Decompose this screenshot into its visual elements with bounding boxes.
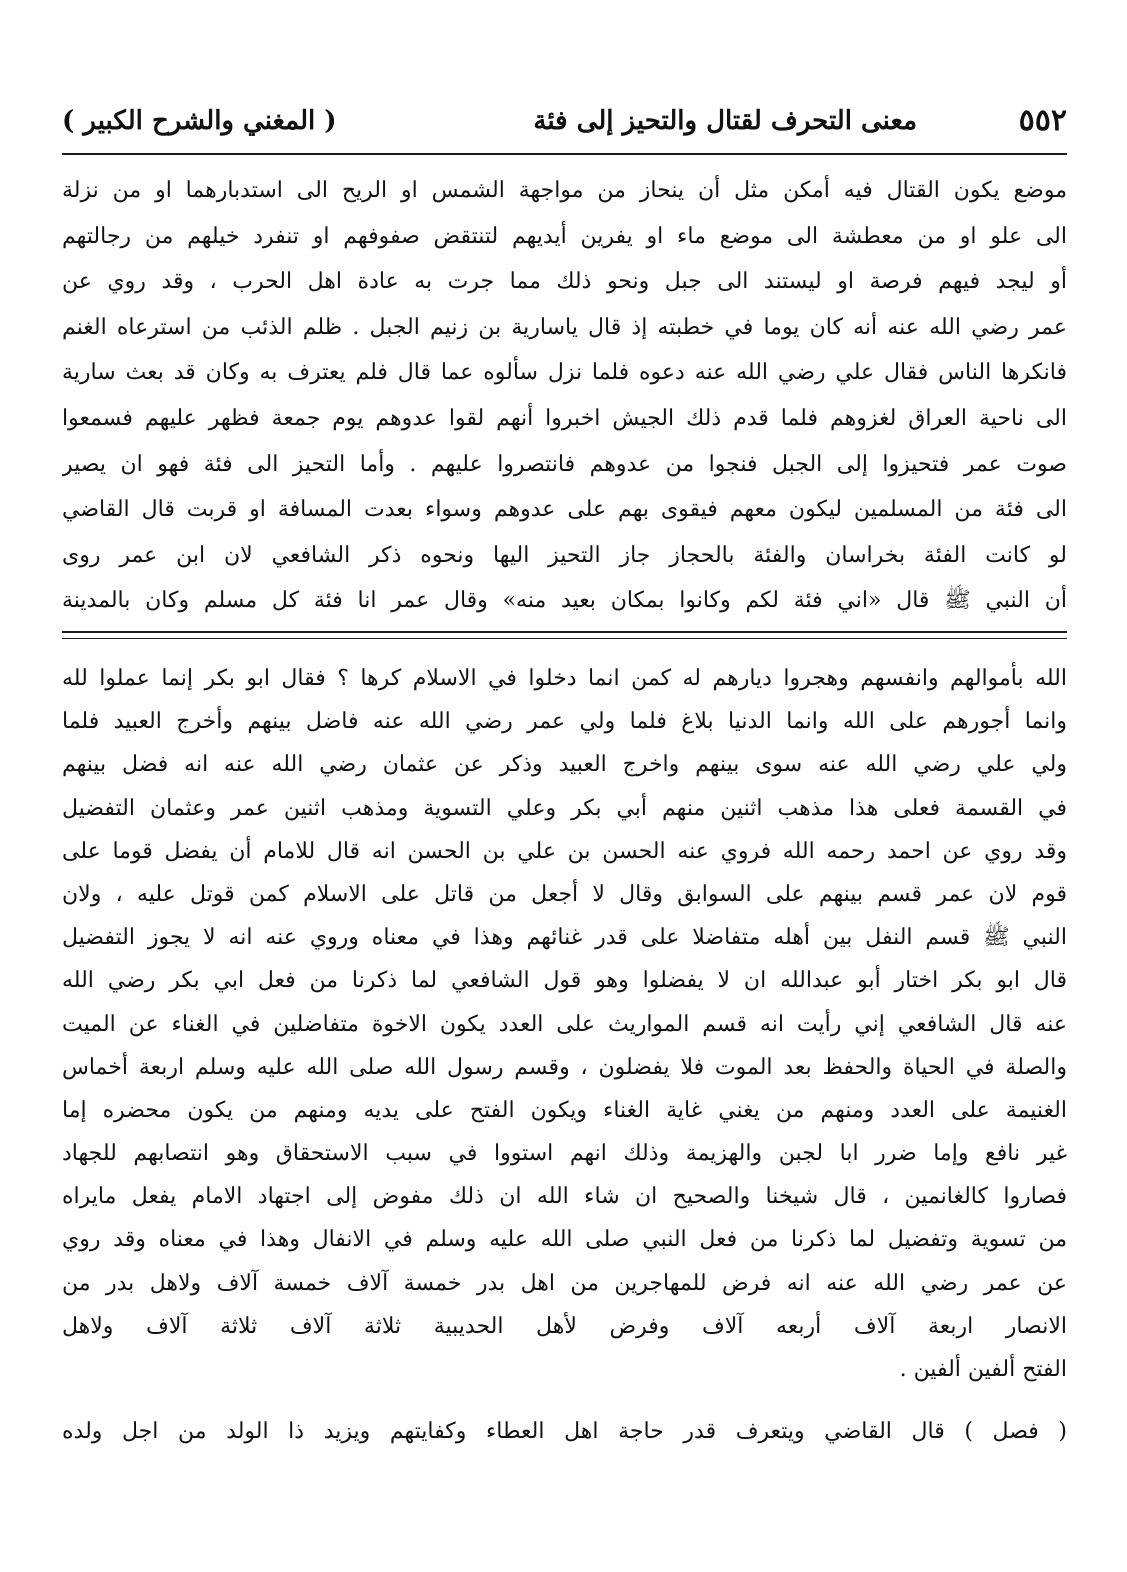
fasl-line: ( فصل ) قال القاضي ويتعرف قدر حاجة اهل العطاء وكفايتهم ويزيد ذا الولد من اجل ولده bbox=[62, 1419, 1067, 1444]
text-line: فانكرها الناس فقال علي رضي الله عنه دعوه فلما نزل سألوه عما قال فلم يعترف به وكان قد بعث سارية bbox=[62, 360, 1067, 386]
text-line: الى ناحية العراق لغزوهم فلما قدم ذلك الجيش اخبروا أنهم لقوا عدوهم يوم جمعة فظهر عليهم فسمعوا bbox=[62, 405, 1067, 431]
header-rule bbox=[62, 153, 1067, 155]
text-line: الغنيمة على العدد ومنهم من يغني غاية الغناء ويكون الفتح على يديه ومنهم من يكون محضره إما bbox=[62, 1097, 1067, 1123]
text-line: من تسوية وتفضيل لما ذكرنا من فعل النبي صلى الله عليه وسلم في الانفال وهذا في معناه وقد روي bbox=[62, 1227, 1067, 1253]
text-line: وقد روي عن احمد رحمه الله فروي عنه الحسن بن علي بن الحسن انه قال للامام أن يفضل قوما على bbox=[62, 838, 1067, 864]
text-line: الله بأموالهم وانفسهم وهجروا ديارهم له كمن انما دخلوا في الاسلام كرها ؟ فقال ابو بكر إنما عملوا لله bbox=[62, 666, 1067, 691]
text-line: ولي علي رضي الله عنه سوى بينهم واخرج العبيد وذكر عن عثمان رضي الله عنه انه فضل بينهم bbox=[62, 752, 1067, 778]
lower-text-block bbox=[62, 657, 1067, 1391]
text-line: لو كانت الفئة بخراسان والفئة بالحجاز جاز التحيز اليها ونحوه ذكر الشافعي لان ابن عمر روى bbox=[62, 542, 1067, 568]
fasl-section bbox=[62, 1410, 1067, 1454]
section-divider-thin bbox=[62, 638, 1067, 639]
book-title: ( المغني والشرح الكبير ) bbox=[62, 106, 337, 136]
text-line: أو ليجد فيهم فرصة او ليستند الى جبل ونحو ذلك مما جرت به عادة اهل الحرب ، وقد روي عن bbox=[62, 269, 1067, 295]
text-line: الفتح ألفين ألفين . bbox=[899, 1357, 1067, 1382]
text-line: فصاروا كالغانمين ، قال شيخنا والصحيح ان شاء الله ان ذلك مفوض إلى اجتهاد الامام يفعل مايراه bbox=[62, 1184, 1067, 1210]
text-line: والصلة في الحياة والحفظ بعد الموت فلا يفضلون ، وقسم رسول الله صلى الله عليه وسلم اربعة أخماس bbox=[62, 1054, 1067, 1080]
text-line: في القسمة فعلى هذا مذهب اثنين منهم أبي بكر وعلي التسوية ومذهب اثنين عمر وعثمان التفضيل bbox=[62, 795, 1067, 821]
text-line: غير نافع وإما ضرر ابا لجبن والهزيمة وذلك انهم استووا في سبب الاستحقاق وهو انتصابهم للجهاد bbox=[62, 1141, 1067, 1167]
upper-text-block bbox=[62, 168, 1067, 624]
text-line: وانما أجورهم على الله وانما الدنيا بلاغ فلما ولي عمر رضي الله عنه فاضل بينهم وأخرج العبيد فلما bbox=[62, 709, 1067, 735]
page-header bbox=[62, 98, 1067, 144]
text-line: الانصار اربعة آلاف أربعه آلاف وفرض لأهل الحديبية ثلاثة آلاف ثلاثة آلاف ولاهل bbox=[62, 1313, 1067, 1339]
text-line: الى علو او من معطشة الى موضع ماء او يفرين أيديهم لتنتقض صفوفهم او تنفرد خيلهم من رجالتهم bbox=[62, 223, 1067, 249]
section-divider bbox=[62, 631, 1067, 633]
text-line: النبي ﷺ قسم النفل بين أهله متفاضلا على قدر غنائهم وهذا في معناه وروي عنه انه لا يجوز التفضيل bbox=[62, 925, 1067, 951]
text-line: الى فئة من المسلمين ليكون معهم فيقوى بهم على عدوهم وسواء بعدت المسافة او قربت قال القاضي bbox=[62, 497, 1067, 523]
page-number: ٥٥٢ bbox=[1018, 103, 1067, 138]
text-line: أن النبي ﷺ قال «اني فئة لكم وكانوا بمكان بعيد منه» وقال عمر انا فئة كل مسلم وكان بالمدينة bbox=[62, 588, 1067, 614]
text-line: صوت عمر فتحيزوا إلى الجبل فنجوا من عدوهم فانتصروا عليهم . وأما التحيز الى فئة فهو ان يصير bbox=[62, 451, 1067, 477]
text-line: عن عمر رضي الله عنه انه فرض للمهاجرين من اهل بدر خمسة آلاف خمسة آلاف ولاهل بدر من bbox=[62, 1270, 1067, 1296]
text-line: قال ابو بكر اختار أبو عبدالله ان لا يفضلوا وهو قول الشافعي لما ذكرنا من فعل ابي بكر رضي الله bbox=[62, 968, 1067, 994]
text-line: عنه قال الشافعي إني رأيت انه قسم المواريث على العدد يكون الاخوة متفاضلين في الغناء عن الميت bbox=[62, 1011, 1067, 1037]
running-title: معنى التحرف لقتال والتحيز إلى فئة bbox=[533, 106, 917, 136]
text-line: عمر رضي الله عنه أنه كان يوما في خطبته إذ قال ياسارية بن زنيم الجبل . ظلم الذئب من استرعاه الغنم bbox=[62, 314, 1067, 340]
text-line: موضع يكون القتال فيه أمكن مثل أن ينحاز من مواجهة الشمس او الريح الى استدبارهما او من نزلة bbox=[62, 178, 1067, 203]
text-line: قوم لان عمر قسم بينهم على السوابق وقال لا أجعل من قاتل على الاسلام كمن قوتل عليه ، ولان bbox=[62, 881, 1067, 907]
